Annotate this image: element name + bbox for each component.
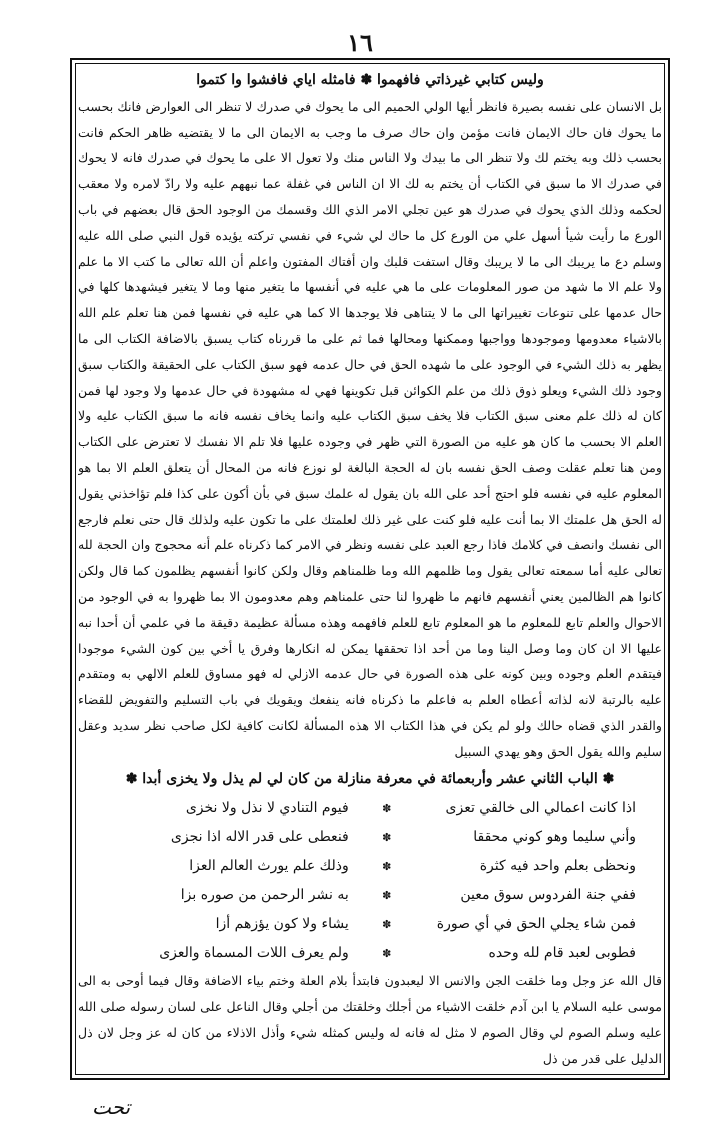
- poem-line: [78, 939, 662, 968]
- page-frame: [70, 58, 670, 1080]
- poem-hemistich-right: فطوبى لعبد قام لله وحده: [488, 945, 636, 962]
- poem-line: [78, 881, 662, 910]
- poem-separator: ✽: [382, 889, 392, 903]
- poem-hemistich-right: فمن شاء يجلي الحق في أي صورة: [436, 916, 636, 933]
- poem-hemistich-right: ونحظى بعلم واحد فيه كثرة: [479, 858, 636, 875]
- poem-separator: ✽: [382, 947, 392, 961]
- poem: [78, 794, 662, 968]
- catchword: تحت: [92, 1095, 131, 1119]
- poem-hemistich-left: يشاء ولا كون يؤزهم أزا: [215, 916, 349, 933]
- poem-line: [78, 823, 662, 852]
- poem-separator: ✽: [382, 860, 392, 874]
- body-paragraph-2: قال الله عز وجل وما خلقت الجن والانس الا ليعبدون فابتدأ بلام العلة وختم بياء الاضافة وقال فيما أوحى به الى موسى عليه السلام يا ابن آدم خلقت الاشياء من أجلك وخلقتك من أجلي وقال الناعل على لسان رسوله صلى الله عليه وسلم الصوم لي وقال الصوم لا مثل له فانه له وليس كمثله شيء وأذل الاذلاء من كان له عز وجل لان ذل الدليل على قدر من ذل: [78, 973, 662, 1066]
- poem-hemistich-left: به نشر الرحمن من صوره بزا: [180, 887, 349, 904]
- poem-hemistich-left: ولم يعرف اللات المسماة والعزى: [159, 945, 349, 962]
- poem-hemistich-right: ففي جنة الفردوس سوق معين: [460, 887, 636, 904]
- poem-separator: ✽: [382, 831, 392, 845]
- poem-hemistich-left: وذلك علم يورث العالم العزا: [189, 858, 349, 875]
- opening-verse: وليس كتابي غيرذاتي فافهموا ✽ فامثله اياي فافشوا وا كتموا: [196, 72, 544, 88]
- poem-hemistich-left: فنعطى على قدر الاله اذا نجزى: [170, 829, 349, 846]
- poem-line: [78, 794, 662, 823]
- poem-hemistich-right: وأني سليما وهو كوني محققا: [473, 829, 636, 846]
- chapter-heading: ✽ الباب الثاني عشر وأربعمائة في معرفة منازلة من كان لي لم يذل ولا يخزى أبدا ✽: [125, 770, 615, 787]
- page-number: ١٦: [347, 28, 373, 57]
- poem-line: [78, 910, 662, 939]
- poem-separator: ✽: [382, 918, 392, 932]
- poem-line: [78, 852, 662, 881]
- poem-hemistich-left: فيوم التنادي لا نذل ولا نخزى: [185, 800, 349, 817]
- body-paragraph-1: بل الانسان على نفسه بصيرة فانظر أيها الولي الحميم الى ما يحوك في صدرك لا تنظر الى العوارض فانك بحسب ما يحوك فان حاك الايمان فانت مؤمن وان حاك صرف ما وجب به الايمان الى ما لا يقتضيه ظاهر الحكم فانت بحسب ذلك وبه يختم لك ولا تنظر الى ما بيدك ولا الناس منك ولا تعول الا على ما يحوك في صدرك فانه لا يحوك في صدرك الا ما سبق في الكتاب أن يختم به لك الا ان الناس في غفلة عما نبههم عليه ولا رادّ لامره ولا معقب لحكمه وذلك الذي يحوك في صدرك هو عين تجلي الامر الذي الك وقسمك من الوجود الحق قال بعضهم في باب الورع ما رأيت شيأ أسهل علي من الورع كل ما حاك لي شيء في نفسي تركته يؤيده قول النبي صلى الله عليه وسلم دع ما يريبك الى ما لا يريبك وقال استفت قلبك وان أفتاك المفتون واعلم أن الله تعالى ما كتب الا ما علم ولا علم الا ما شهد من صور المعلومات على ما هي عليه في أنفسها ما يتغير منها وما لا يتغير فيشهدها كلها في حال عدمها على تنوعات تغييراتها الى ما لا يتناهى فلا يوجدها الا كما هي عليه في نفسها فمن هنا تعلم علم الله بالاشياء معدومها وموجودها وواجبها وممكنها ومحالها فما ثم على ما قررناه كتاب يسبق بالاضافة الكتاب الى ما يظهر به ذلك الشيء في الوجود على ما شهده الحق في حال عدمه فهو سبق الكتاب على الحقيقة والكتاب سبق وجود ذلك الشيء ويعلو ذوق ذلك من علم الكوائن قبل تكوينها فهي له مشهودة في حال عدمها ولا وجود لها فمن كان له ذلك علم معنى سبق الكتاب فلا يخف سبق الكتاب عليه وانما يخاف نفسه فانه ما سبق الكتاب عليه ولا العلم الا بحسب ما كان هو عليه من الصورة التي ظهر في وجوده عليها فلا تلم الا نفسك لا تعترض على الكتاب ومن هنا تعلم عقلت وصف الحق نفسه بان له الحجة البالغة لو نوزع فانه من المحال أن يتعلق العلم الا بما هو المعلوم عليه في نفسه فلو احتج أحد على الله بان يقول له علمك سبق في بأن أكون على كذا فلم تؤاخذني يقول له الحق هل علمتك الا بما أنت عليه فلو كنت على غير ذلك لعلمتك على ما تكون عليه ولذلك قال حتى نعلم فارجع الى نفسك وانصف في كلامك فاذا رجع العبد على نفسه ونظر في الامر كما ذكرناه علم أنه محجوج وان الحجة لله تعالى عليه أما سمعته تعالى يقول وما ظلمهم الله وما ظلمناهم وقال ولكن كانوا أنفسهم يظلمون كما قال ولكن كانوا هم الظالمين يعني أنفسهم فانهم ما ظهروا لنا حتى علمناهم وهم معدومون الا بما ظهروا به في الوجود من الاحوال والعلم تابع للمعلوم ما هو المعلوم تابع للعلم فافهمه وهذه مسألة عظيمة دقيقة ما في علمي أن أحدا نبه عليها الا ان كان وما وصل الينا وما من أحد اذا تحققها يمكن له انكارها وفرق يا أخي بين كون الشيء موجودا فيتقدم العلم وجوده وبين كونه على هذه الصورة في حال عدمه الازلي له فهو مساوق للعلم الالهي به ومتقدم عليه بالرتبة لانه لذاته أعطاه العلم به فاعلم ما ذكرناه فانه ينفعك ويقويك في باب التسليم والتفويض للقضاء والقدر الذي قضاه حالك ولو لم يكن في هذا الكتاب الا هذه المسألة لكانت كافية لكل صاحب نظر سديد وعقل سليم والله يقول الحق وهو يهدي السبيل: [78, 98, 662, 759]
- poem-hemistich-right: اذا كانت اعمالي الى خالقي تعزى: [445, 800, 636, 817]
- page-content: [78, 68, 662, 1072]
- poem-separator: ✽: [382, 802, 392, 816]
